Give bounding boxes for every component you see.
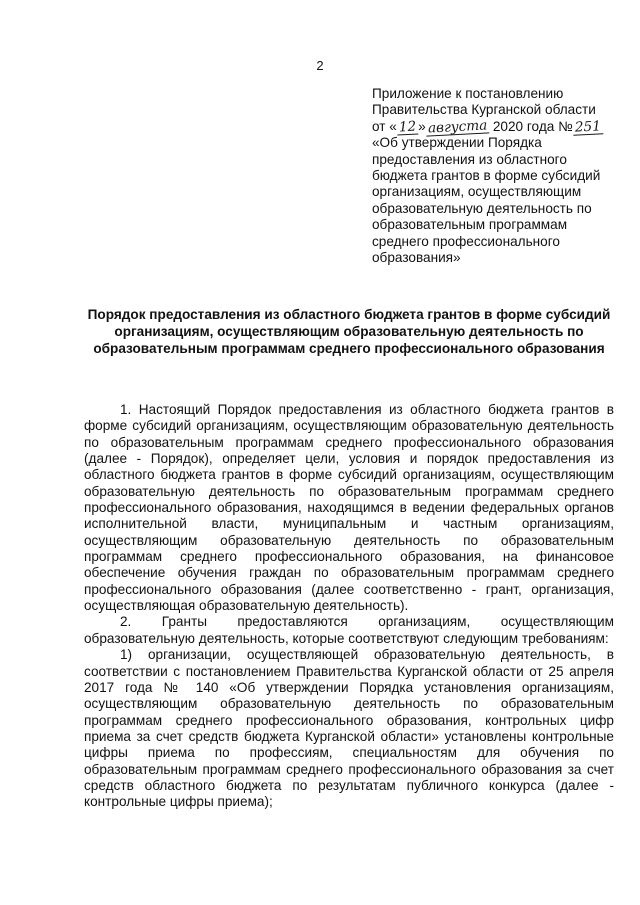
handwritten-number: 251 [574,118,601,136]
paragraph-2: 2. Гранты предоставляются организациям, осуществляющим образовательную деятельность, которые соответствуют следующим требованиям: [84,614,614,646]
appendix-line: Правительства Курганской области [372,102,596,118]
date-suffix: 2020 года № [492,118,573,134]
document-title: Порядок предоставления из областного бюджета грантов в форме субсидий организациям, осуществляющим образовательную деятельность по образовательным программам среднего профессионального образования [87,307,611,356]
handwritten-month: августа [427,117,488,137]
appendix-line: предоставления из областного [372,151,567,167]
handwritten-day: 12 [398,118,417,136]
appendix-line: «Об утверждении Порядка [372,135,542,151]
appendix-line: образовательным программам [372,217,568,233]
date-prefix: от « [372,118,397,134]
appendix-line: Приложение к постановлению [372,86,564,101]
document-body [84,402,614,811]
appendix-line: организациям, осуществляющим [372,184,582,200]
appendix-line: образования» [372,250,461,266]
appendix-line: образовательную деятельность по [372,200,592,216]
paragraph-1: 1. Настоящий Порядок предоставления из областного бюджета грантов в форме субсидий организациям, осуществляющим образовательную деятельность по образовательным программам среднего профессионального образования (далее - Порядок), определяет цели, условия и порядок предоставления из областного бюджета грантов в форме субсидий организациям, осуществляющим образовательную деятельность по образовательным программам среднего профессионального образования, находящимся в ведении федеральных органов исполнительной власти, муниципальным и частным организациям, осуществляющим образовательную деятельность по образовательным программам среднего профессионального образования, на финансовое обеспечение обучения граждан по образовательным программам среднего профессионального образования (далее соответственно - грант, организация, осуществляющая образовательную деятельность). [84,402,614,614]
page-number: 2 [316,58,324,73]
paragraph-3: 1) организации, осуществляющей образовательную деятельность, в соответствии с постановлением Правительства Курганской области от 25 апреля 2017 года № 140 «Об утверждении Порядка установления организациям, осуществляющим образовательную деятельность по образовательным программам среднего профессионального образования, контрольных цифр приема за счет средств бюджета Курганской области» установлены контрольные цифры приема по профессиям, специальностям для обучения по образовательным программам среднего профессионального образования за счет средств областного бюджета по результатам публичного конкурса (далее - контрольные цифры приема); [84,647,614,810]
appendix-line: среднего профессионального [372,233,560,249]
date-mid: » [418,118,426,134]
appendix-date-line [372,119,622,135]
appendix-line: бюджета грантов в форме субсидий [372,168,601,184]
appendix-header [372,86,622,266]
